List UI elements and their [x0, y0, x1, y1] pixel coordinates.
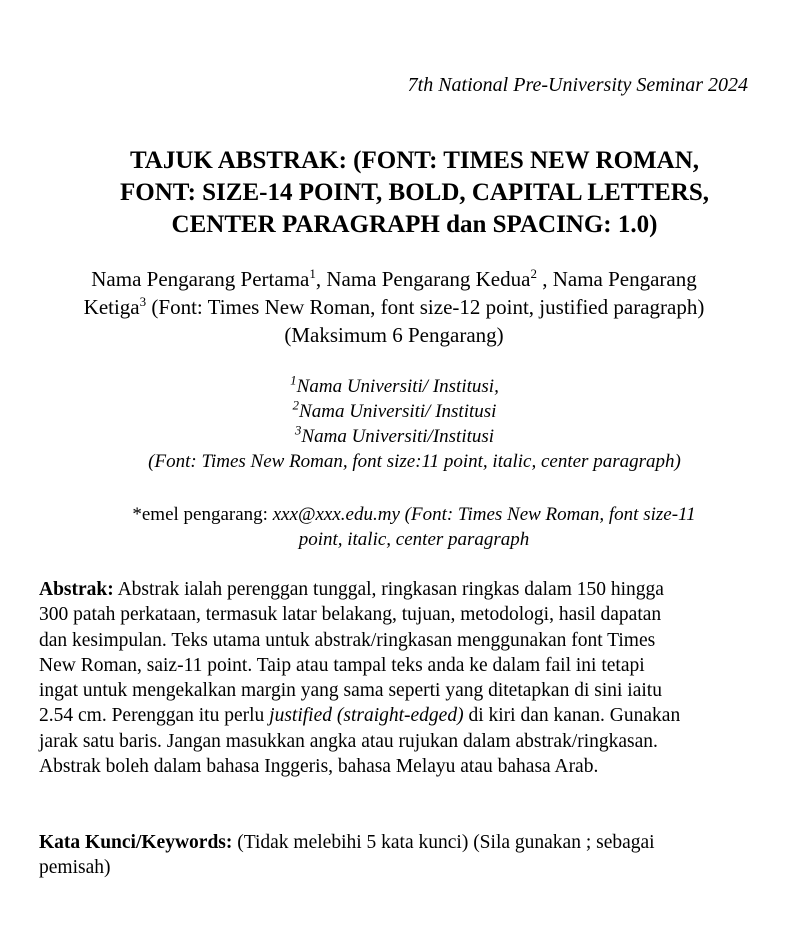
- title-line: TAJUK ABSTRAK: (FONT: TIMES NEW ROMAN,: [129, 147, 700, 174]
- abstract-line: Abstrak boleh dalam bahasa Inggeris, bahasa Melayu atau bahasa Arab.: [39, 756, 599, 778]
- abstract-text: 2.54 cm. Perenggan itu perlu: [39, 705, 270, 727]
- keywords-line: pemisah): [39, 857, 111, 879]
- keywords-label: Kata Kunci/Keywords:: [39, 832, 233, 853]
- email-address: xxx@xxx.edu.my: [272, 504, 400, 525]
- abstract-body: [39, 577, 766, 779]
- author-superscript: 1: [309, 266, 316, 281]
- email-font-note: (Font: Times New Roman, font size-11: [399, 504, 696, 525]
- author-name: Ketiga: [83, 295, 140, 319]
- abstract-italic-text: justified (straight-edged): [269, 705, 464, 727]
- abstract-line: 300 patah perkataan, termasuk latar belakang, tujuan, metodologi, hasil dapatan: [39, 604, 662, 626]
- affiliation-text: Nama Universiti/Institusi: [301, 426, 495, 447]
- author-email-block: [40, 502, 788, 552]
- abstract-line: [39, 577, 766, 602]
- author-name: Nama Pengarang Kedua: [326, 267, 531, 291]
- abstract-text: Abstrak ialah perenggan tunggal, ringkasan ringkas dalam 150 hingga: [113, 579, 664, 600]
- affiliation-list: [0, 374, 789, 474]
- author-list: [36, 265, 752, 349]
- abstract-line: ingat untuk mengekalkan margin yang sama seperti yang ditetapkan di sini iaitu: [39, 680, 662, 702]
- affiliation-superscript: 3: [294, 422, 302, 438]
- keywords-line: [39, 830, 766, 855]
- affiliation-superscript: 2: [292, 397, 300, 413]
- abstract-line: [39, 703, 766, 728]
- affiliation-text: Nama Universiti/ Institusi: [299, 401, 497, 422]
- email-label: *emel pengarang:: [132, 504, 273, 525]
- author-max-note: (Maksimum 6 Pengarang): [284, 323, 504, 347]
- seminar-header: 7th National Pre-University Seminar 2024: [407, 74, 748, 96]
- email-font-note: point, italic, center paragraph: [298, 529, 530, 550]
- affiliation-item: [0, 399, 789, 424]
- author-superscript: 3: [139, 294, 147, 309]
- keywords-text: (Tidak melebihi 5 kata kunci) (Sila gunakan ; sebagai: [232, 832, 655, 853]
- author-font-note: (Font: Times New Roman, font size-12 point, justified paragraph): [146, 295, 705, 319]
- abstract-label: Abstrak:: [39, 579, 114, 600]
- author-separator: , Nama Pengarang: [536, 267, 697, 291]
- abstract-line: dan kesimpulan. Teks utama untuk abstrak/ringkasan menggunakan font Times: [39, 629, 656, 651]
- abstract-title: [40, 145, 789, 241]
- affiliation-text: Nama Universiti/ Institusi,: [296, 376, 499, 397]
- title-line: FONT: SIZE-14 POINT, BOLD, CAPITAL LETTERS,: [119, 179, 709, 206]
- author-name: Nama Pengarang Pertama: [91, 267, 310, 291]
- author-separator: ,: [315, 267, 327, 291]
- abstract-text: di kiri dan kanan. Gunakan: [463, 705, 681, 727]
- affiliation-superscript: 1: [290, 372, 297, 388]
- title-line: CENTER PARAGRAPH dan SPACING: 1.0): [171, 211, 658, 238]
- affiliation-item: [0, 424, 789, 449]
- keywords-block: [39, 830, 766, 881]
- author-line: [36, 293, 752, 321]
- email-line: [40, 502, 788, 527]
- affiliation-item: [0, 374, 789, 399]
- abstract-line: New Roman, saiz-11 point. Taip atau tampal teks anda ke dalam fail ini tetapi: [39, 654, 645, 676]
- author-line: [36, 265, 752, 293]
- abstract-line: jarak satu baris. Jangan masukkan angka atau rujukan dalam abstrak/ringkasan.: [39, 730, 658, 752]
- affiliation-font-note: (Font: Times New Roman, font size:11 point, italic, center paragraph): [148, 451, 681, 472]
- author-superscript: 2: [530, 266, 537, 281]
